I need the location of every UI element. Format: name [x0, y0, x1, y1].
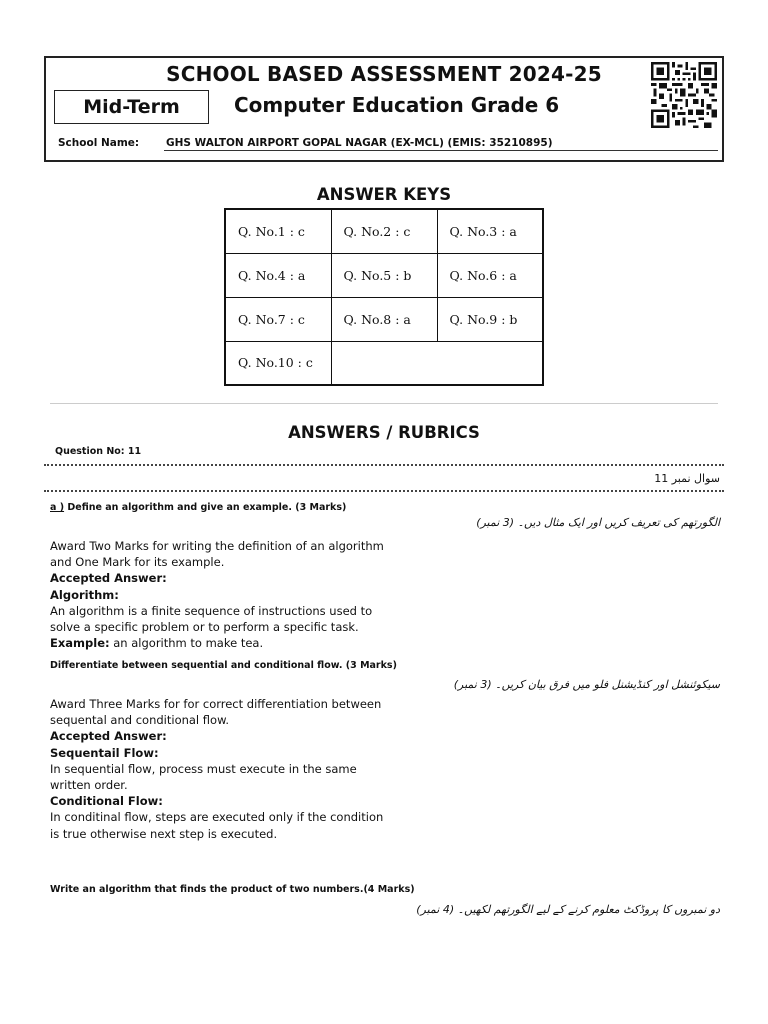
answer-key-cell: Q. No.8 : a — [331, 297, 437, 341]
table-row — [225, 341, 543, 385]
term-badge: Mid-Term — [54, 90, 209, 124]
answer-key-cell: Q. No.3 : a — [437, 209, 543, 253]
question-a-heading — [50, 502, 346, 513]
question-a-marker: a ) — [50, 502, 65, 513]
school-name-value: GHS WALTON AIRPORT GOPAL NAGAR (EX-MCL) (EMIS: 35210895) — [166, 137, 553, 149]
answer-key-cell: Q. No.1 : c — [225, 209, 331, 253]
answer-key-cell: Q. No.4 : a — [225, 253, 331, 297]
answer-key-cell: Q. No.7 : c — [225, 297, 331, 341]
school-name-underline — [164, 150, 718, 151]
sequential-flow-text: In sequential flow, process must execute in the same written order. — [50, 761, 357, 793]
section-divider — [50, 403, 718, 404]
subject-title: Computer Education Grade 6 — [234, 93, 560, 117]
answer-key-cell: Q. No.9 : b — [437, 297, 543, 341]
question-number-label: Question No: 11 — [55, 446, 142, 457]
dotted-divider — [44, 464, 724, 466]
table-row — [225, 297, 543, 341]
answer-a-example — [50, 635, 395, 651]
example-label: Example: — [50, 636, 110, 651]
answer-a-accepted-label: Accepted Answer: — [50, 571, 167, 586]
question-a-urdu: الگورتھم کی تعریف کریں اور ایک مثال دیں۔ (3 نمبر) — [476, 516, 720, 529]
answer-a-term: Algorithm: — [50, 587, 119, 602]
question-a-text: Define an algorithm and give an example. (3 Marks) — [64, 502, 347, 513]
answer-keys-table — [224, 208, 544, 386]
rubrics-title: ANSWERS / RUBRICS — [288, 423, 480, 442]
answer-key-cell: Q. No.6 : a — [437, 253, 543, 297]
answer-b-block — [50, 696, 395, 842]
answer-a-block — [50, 538, 395, 651]
answer-a-definition: An algorithm is a finite sequence of instructions used to solve a specific problem or to perform a specific task. — [50, 603, 373, 635]
dotted-divider — [44, 490, 724, 492]
answer-key-cell: Q. No.2 : c — [331, 209, 437, 253]
question-b-urdu: سیکوئنشل اور کنڈیشنل فلو میں فرق بیان کریں۔ (3 نمبر) — [453, 678, 720, 691]
conditional-flow-label: Conditional Flow: — [50, 794, 163, 809]
sequential-flow-label: Sequentail Flow: — [50, 745, 159, 760]
answer-a-award: Award Two Marks for writing the definition of an algorithm and One Mark for its example. — [50, 539, 384, 570]
table-row — [225, 253, 543, 297]
empty-cell — [331, 341, 543, 385]
table-row — [225, 209, 543, 253]
question-c-urdu: دو نمبروں کا پروڈکٹ معلوم کرنے کے لیے الگورتھم لکھیں۔ (4 نمبر) — [416, 903, 720, 916]
answer-b-accepted-label: Accepted Answer: — [50, 729, 167, 744]
school-name-label: School Name: — [58, 137, 140, 149]
urdu-question-number: سوال نمبر 11 — [654, 472, 720, 485]
question-c-heading: Write an algorithm that finds the product of two numbers.(4 Marks) — [50, 884, 415, 895]
assessment-title: SCHOOL BASED ASSESSMENT 2024-25 — [166, 62, 602, 86]
answer-key-cell: Q. No.5 : b — [331, 253, 437, 297]
example-text: an algorithm to make tea. — [109, 636, 264, 651]
answer-key-cell: Q. No.10 : c — [225, 341, 331, 385]
qr-code-icon — [651, 62, 717, 128]
question-b-heading: Differentiate between sequential and conditional flow. (3 Marks) — [50, 660, 397, 671]
conditional-flow-text: In conditinal flow, steps are executed only if the condition is true otherwise next step is executed. — [50, 810, 384, 841]
answer-keys-title: ANSWER KEYS — [316, 185, 452, 204]
answer-b-award: Award Three Marks for for correct differentiation between sequental and conditional flow. — [50, 697, 382, 728]
